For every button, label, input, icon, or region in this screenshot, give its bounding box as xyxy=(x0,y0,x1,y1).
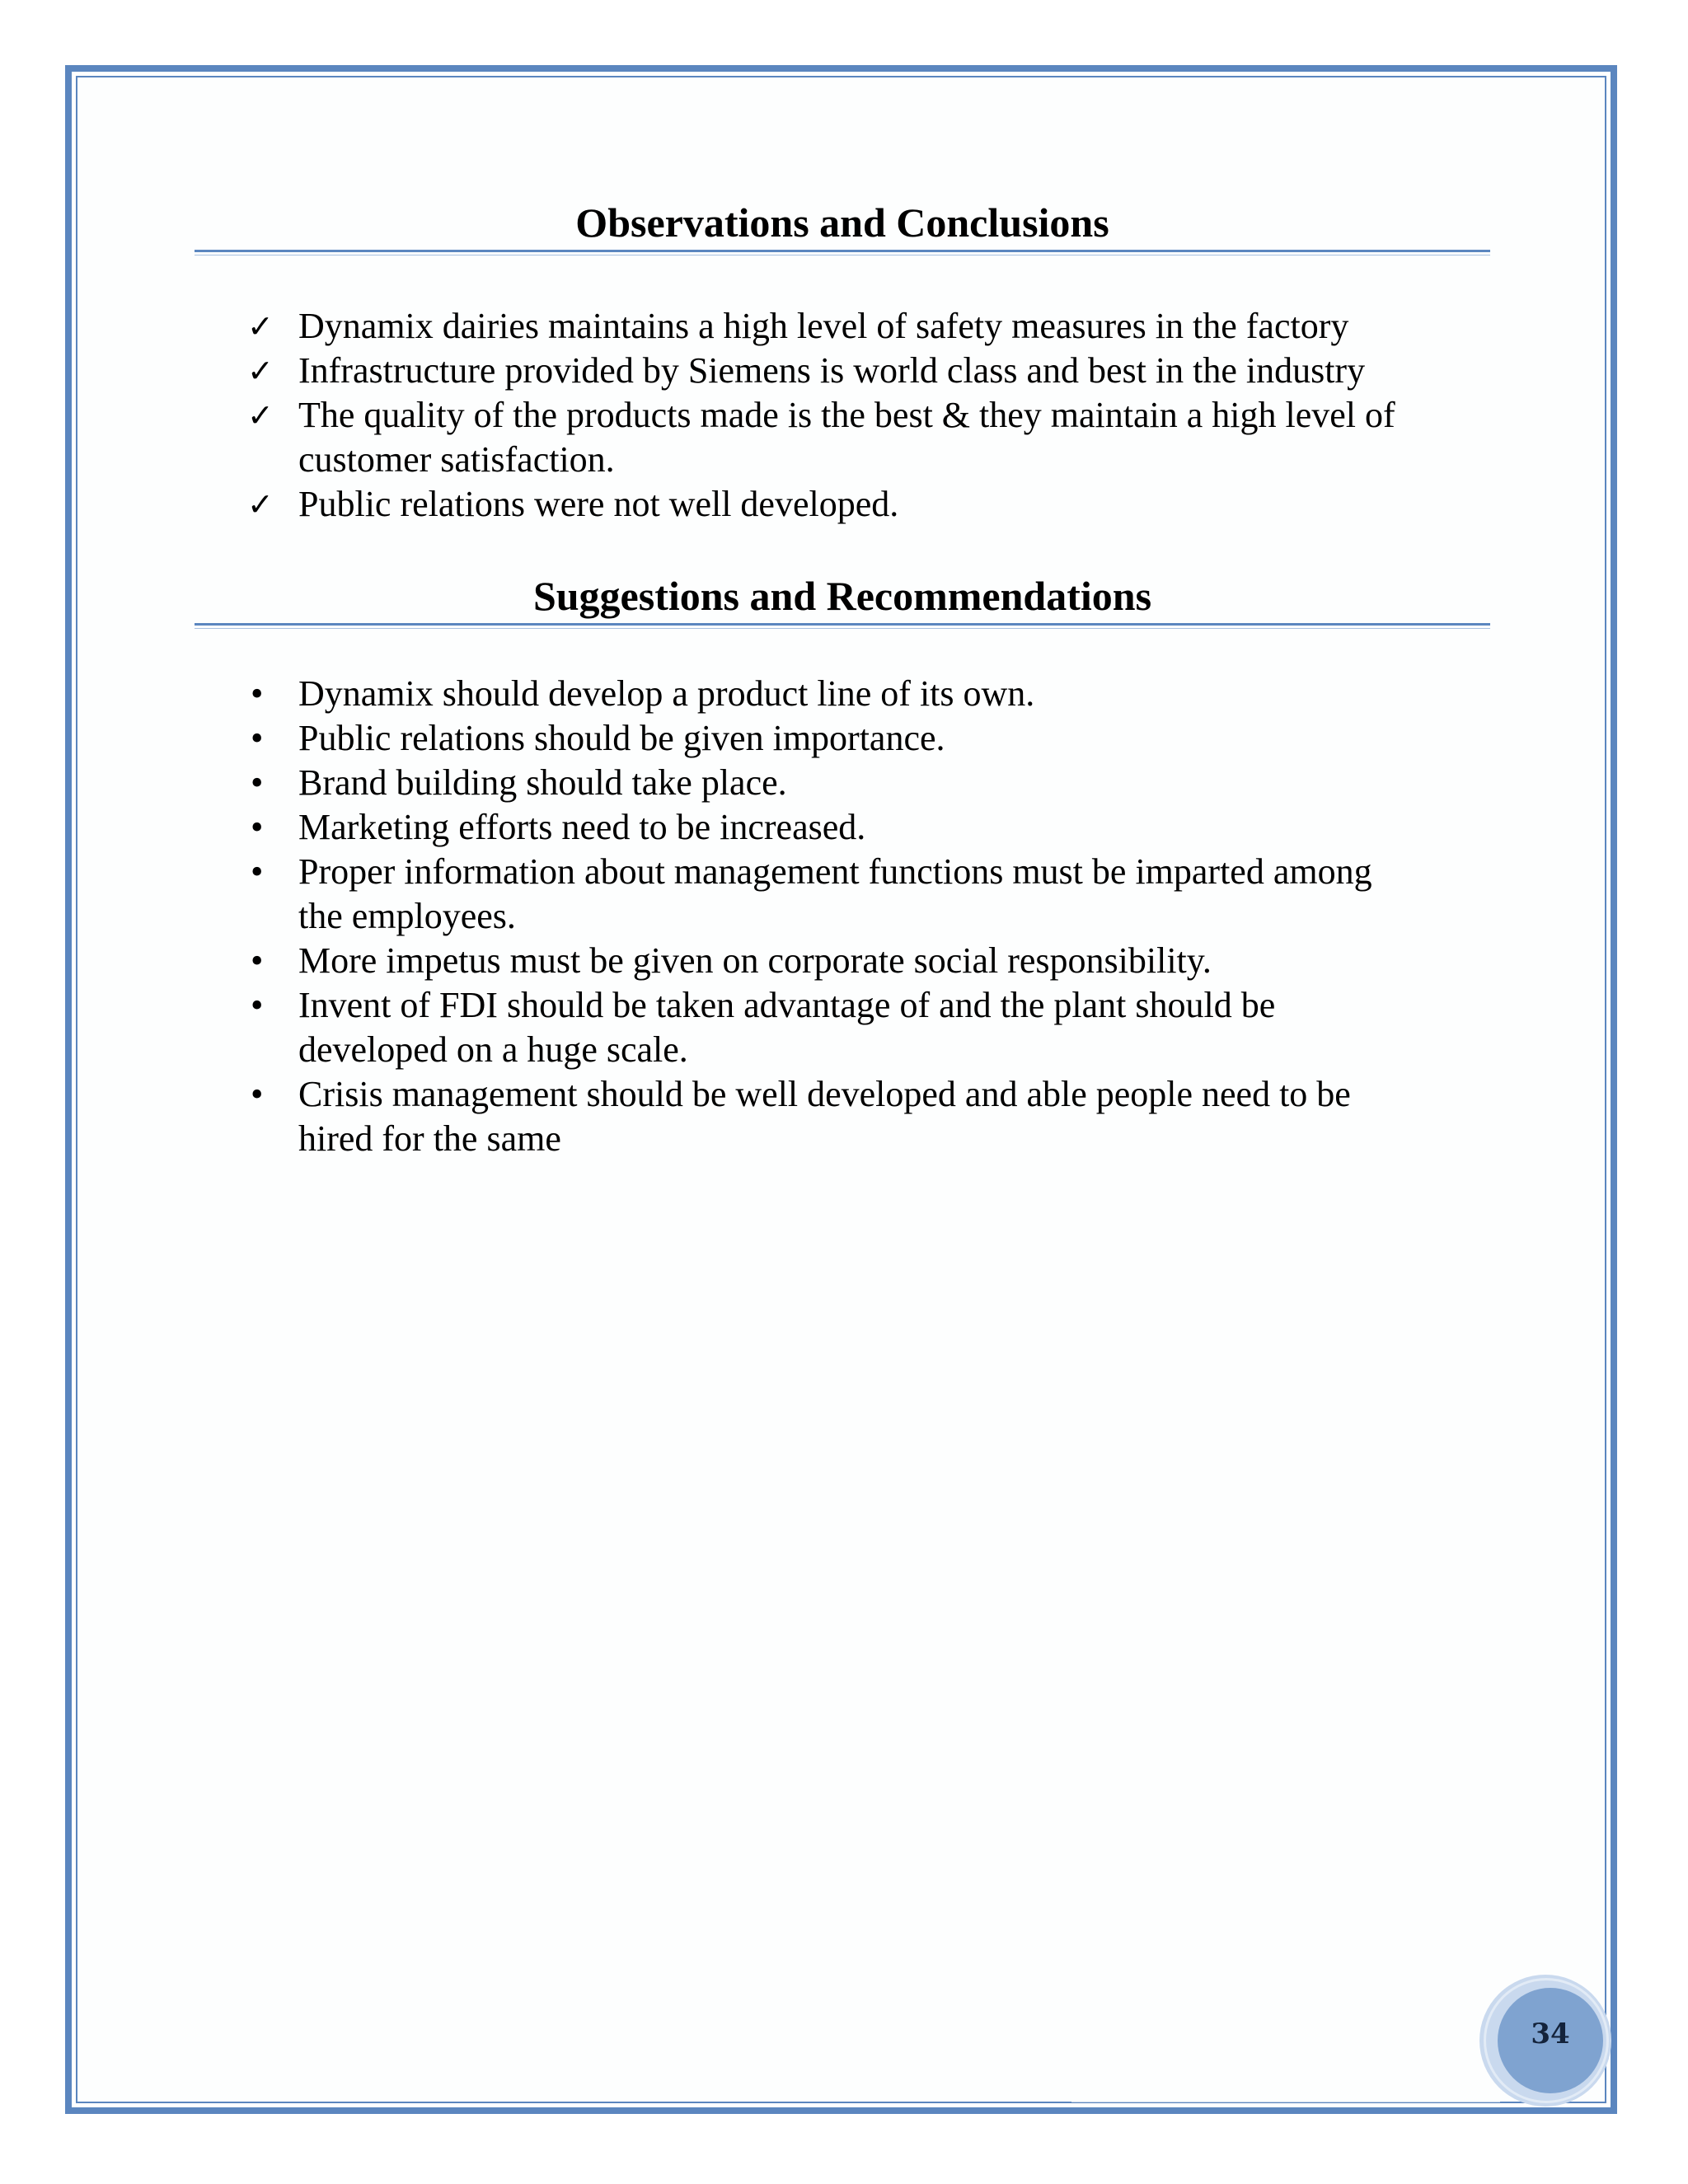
bullet-icon: • xyxy=(251,673,264,714)
list-item-text: The quality of the products made is the best & they maintain a high level of xyxy=(298,395,1395,435)
page-number: 34 xyxy=(1531,2018,1570,2050)
list-item-text-continued: hired for the same xyxy=(298,1118,561,1159)
list-item-text: Marketing efforts need to be increased. xyxy=(298,807,866,847)
list-item-text: Public relations should be given importance. xyxy=(298,718,945,758)
list-item-text: Invent of FDI should be taken advantage of and the plant should be xyxy=(298,985,1276,1025)
list-item-text: Brand building should take place. xyxy=(298,762,787,803)
list-item-text: Crisis management should be well developed and able people need to be xyxy=(298,1074,1351,1114)
observations-heading-rule xyxy=(195,250,1490,252)
bullet-icon: • xyxy=(251,940,264,981)
bullet-icon: • xyxy=(251,985,264,1025)
bullet-icon: • xyxy=(251,1074,264,1114)
list-item-text: Public relations were not well developed. xyxy=(298,484,899,524)
bullet-icon: • xyxy=(251,851,264,892)
check-mark-icon: ✓ xyxy=(247,353,274,389)
list-item xyxy=(247,983,1500,1072)
suggestions-heading: Suggestions and Recommendations xyxy=(532,573,1152,619)
list-item-text-continued: customer satisfaction. xyxy=(298,439,615,480)
list-item-text: Infrastructure provided by Siemens is world class and best in the industry xyxy=(298,350,1366,391)
list-item-text: More impetus must be given on corporate social responsibility. xyxy=(298,940,1212,981)
list-item xyxy=(247,850,1500,939)
list-item xyxy=(247,393,1500,482)
list-item xyxy=(247,716,1500,761)
check-mark-icon: ✓ xyxy=(247,397,274,434)
observations-list xyxy=(247,304,1500,527)
list-item xyxy=(247,482,1500,527)
list-item-text-continued: developed on a huge scale. xyxy=(298,1029,688,1070)
suggestions-heading-rule xyxy=(195,623,1490,626)
list-item-text-continued: the employees. xyxy=(298,896,516,936)
bullet-icon: • xyxy=(251,807,264,847)
list-item xyxy=(247,349,1500,393)
list-item xyxy=(247,761,1500,805)
list-item-text: Dynamix dairies maintains a high level of safety measures in the factory xyxy=(298,306,1349,346)
list-item xyxy=(247,1072,1500,1161)
bullet-icon: • xyxy=(251,718,264,758)
suggestions-list xyxy=(247,672,1500,1161)
check-mark-icon: ✓ xyxy=(247,486,274,523)
list-item xyxy=(247,304,1500,349)
list-item xyxy=(247,672,1500,716)
list-item xyxy=(247,805,1500,850)
list-item-text: Dynamix should develop a product line of its own. xyxy=(298,673,1035,714)
bullet-icon: • xyxy=(251,762,264,803)
observations-heading: Observations and Conclusions xyxy=(575,199,1109,246)
list-item xyxy=(247,939,1500,983)
check-mark-icon: ✓ xyxy=(247,308,274,344)
list-item-text: Proper information about management functions must be imparted among xyxy=(298,851,1372,892)
